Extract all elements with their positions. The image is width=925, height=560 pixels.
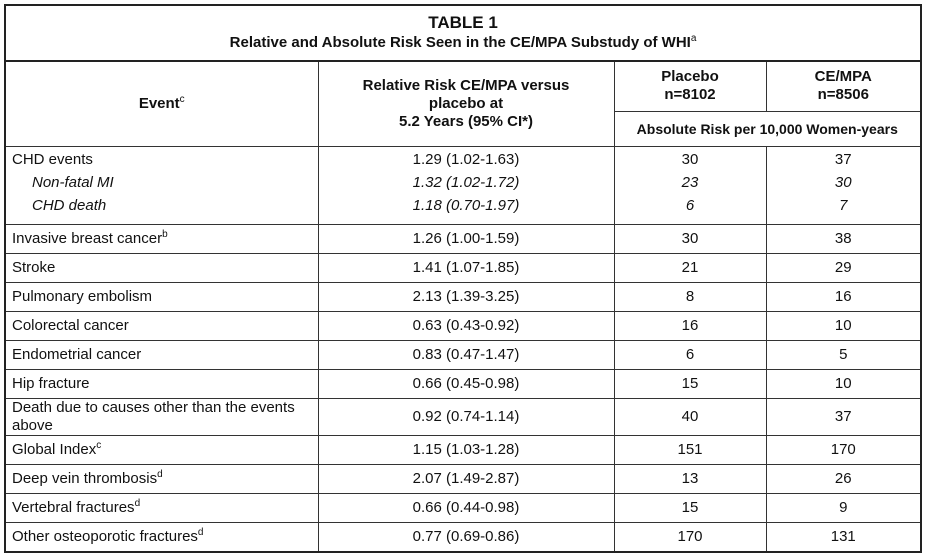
event-cell: Other osteoporotic fractures$^d$: [5, 523, 318, 553]
placebo-cell: 21: [614, 254, 766, 283]
table-row: [5, 254, 921, 283]
placebo-cell: 6: [614, 341, 766, 370]
rr-cell: 2.07 (1.49-2.87): [318, 465, 614, 494]
rr-cell: 0.66 (0.45-0.98): [318, 370, 614, 399]
placebo-cell: 151: [614, 436, 766, 465]
cempa-cell: 10: [766, 312, 921, 341]
cempa-cell: 170: [766, 436, 921, 465]
header-placebo: Placebo n=8102: [614, 61, 766, 111]
event-cell: Endometrial cancer: [5, 341, 318, 370]
footnote-a: a: [690, 33, 697, 44]
event-cell: Colorectal cancer: [5, 312, 318, 341]
event-cell: Global Index$^c$: [5, 436, 318, 465]
placebo-cell: 15: [614, 370, 766, 399]
table-row: [5, 436, 921, 465]
table-row: [5, 523, 921, 553]
event-cell: Deep vein thrombosis$^d$: [5, 465, 318, 494]
rr-cell: 1.26 (1.00-1.59): [318, 225, 614, 254]
event-cell: Pulmonary embolism: [5, 283, 318, 312]
cempa-cell: 9: [766, 494, 921, 523]
header-cempa: CE/MPA n=8506: [766, 61, 921, 111]
event-cell: Invasive breast cancer$^b$: [5, 225, 318, 254]
cempa-cell: 37: [766, 399, 921, 436]
rr-cell: 0.92 (0.74-1.14): [318, 399, 614, 436]
table-row-chd: [5, 147, 921, 225]
cempa-cell: 38: [766, 225, 921, 254]
chd-event-cell: CHD events Non-fatal MI CHD death: [5, 147, 318, 225]
table-row: [5, 225, 921, 254]
placebo-cell: 8: [614, 283, 766, 312]
event-cell: Hip fracture: [5, 370, 318, 399]
footnote-marker: b: [162, 229, 168, 240]
cempa-cell: 26: [766, 465, 921, 494]
placebo-cell: 13: [614, 465, 766, 494]
event-cell: Death due to causes other than the events above: [5, 399, 318, 436]
table-subtitle: Relative and Absolute Risk Seen in the CE/MPA Substudy of WHI$^a$: [229, 33, 697, 51]
rr-cell: 1.41 (1.07-1.85): [318, 254, 614, 283]
placebo-cell: 170: [614, 523, 766, 553]
table-row: [5, 283, 921, 312]
header-absolute-risk: Absolute Risk per 10,000 Women-years: [614, 111, 921, 146]
risk-table-container: [4, 4, 920, 553]
footnote-marker: c: [96, 440, 102, 451]
table-title-cell: [5, 5, 921, 61]
chd-rr-cell: 1.29 (1.02-1.63) 1.32 (1.02-1.72) 1.18 (0.70-1.97): [318, 147, 614, 225]
footnote-marker: d: [134, 498, 141, 509]
placebo-cell: 16: [614, 312, 766, 341]
cempa-cell: 10: [766, 370, 921, 399]
table-row: [5, 312, 921, 341]
event-cell: Stroke: [5, 254, 318, 283]
rr-cell: 0.66 (0.44-0.98): [318, 494, 614, 523]
risk-table: [4, 4, 922, 553]
rr-cell: 1.15 (1.03-1.28): [318, 436, 614, 465]
table-row: [5, 341, 921, 370]
event-cell: Vertebral fractures$^d$: [5, 494, 318, 523]
rr-cell: 2.13 (1.39-3.25): [318, 283, 614, 312]
rr-cell: 0.63 (0.43-0.92): [318, 312, 614, 341]
cempa-cell: 5: [766, 341, 921, 370]
footnote-marker: d: [197, 527, 204, 538]
footnote-marker: d: [157, 469, 163, 480]
rr-cell: 0.77 (0.69-0.86): [318, 523, 614, 553]
rr-cell: 0.83 (0.47-1.47): [318, 341, 614, 370]
placebo-cell: 30: [614, 225, 766, 254]
table-row: [5, 494, 921, 523]
table-title: TABLE 1: [428, 13, 498, 32]
header-relative-risk: Relative Risk CE/MPA versus placebo at 5.2 Years (95% CI*): [318, 61, 614, 147]
cempa-cell: 16: [766, 283, 921, 312]
table-row: [5, 399, 921, 436]
cempa-cell: 29: [766, 254, 921, 283]
header-event: Event$^c$: [5, 61, 318, 147]
placebo-cell: 15: [614, 494, 766, 523]
chd-cempa-cell: 37 30 7: [766, 147, 921, 225]
chd-placebo-cell: 30 23 6: [614, 147, 766, 225]
cempa-cell: 131: [766, 523, 921, 553]
placebo-cell: 40: [614, 399, 766, 436]
table-row: [5, 465, 921, 494]
table-row: [5, 370, 921, 399]
